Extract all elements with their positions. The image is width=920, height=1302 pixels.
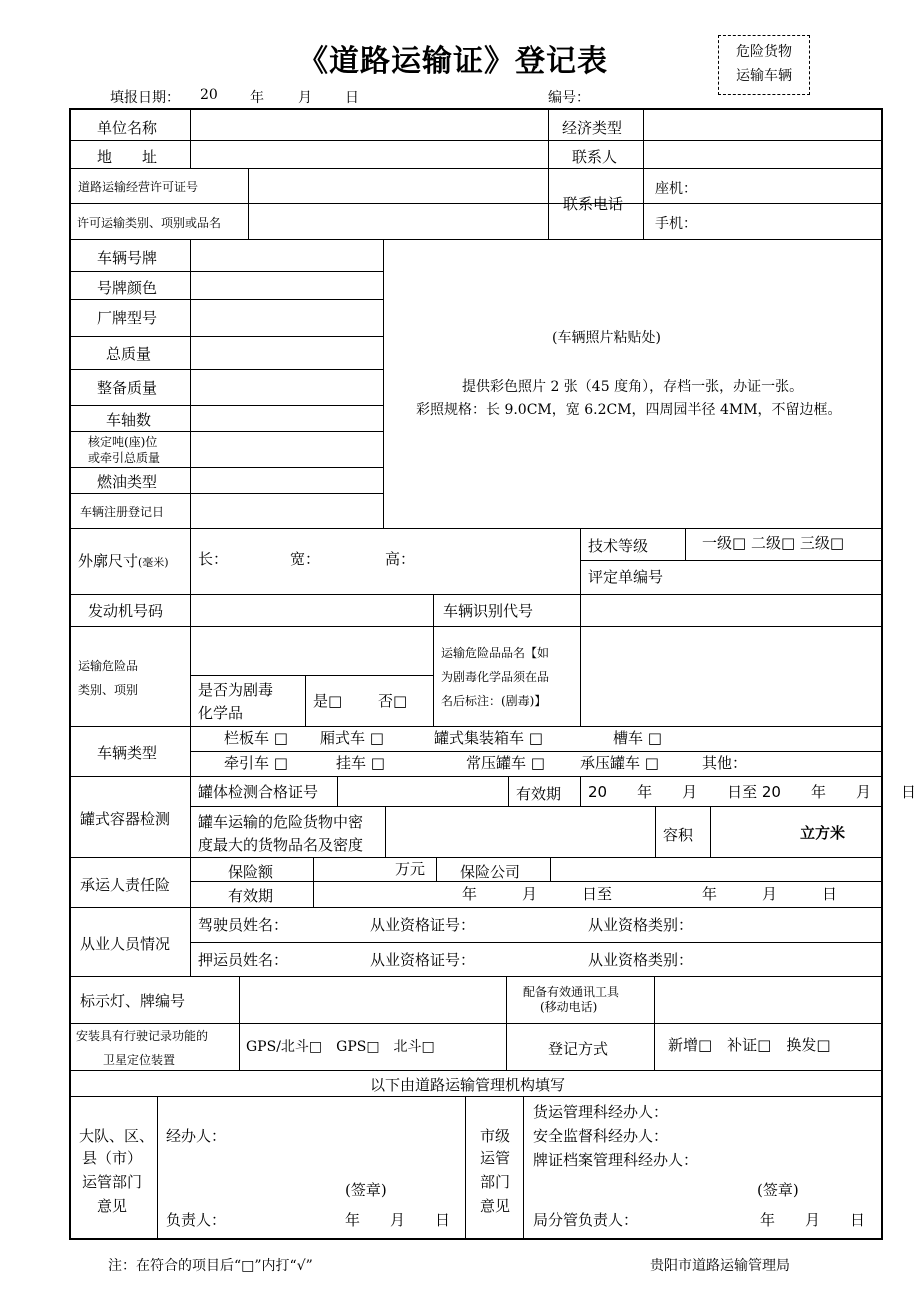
insurance-company-label: 保险公司 — [460, 863, 521, 881]
hazmat-vehicle-stamp — [718, 35, 810, 95]
gps-label-2: 卫星定位装置 — [103, 1053, 176, 1067]
reg-date-label: 车辆注册登记日 — [80, 505, 165, 519]
grid-line-v — [190, 626, 191, 726]
econ-type-label: 经济类型 — [562, 119, 623, 137]
dg-name-label-1: 运输危险品品名【如 — [441, 646, 550, 660]
eval-no-label: 评定单编号 — [588, 568, 664, 586]
grid-line-h — [190, 675, 433, 676]
grid-line-h — [69, 528, 383, 529]
grid-line-h — [69, 1070, 881, 1071]
grid-line-v — [550, 857, 551, 881]
toxic-yes-checkbox[interactable]: 是□ — [313, 692, 343, 710]
grid-line-v — [710, 806, 711, 857]
grid-line-v — [523, 1096, 524, 1238]
photo-line-1: 提供彩色照片 2 张（45 度角），存档一张，办证一张。 — [462, 379, 804, 395]
grid-line-h — [69, 467, 383, 468]
permit-no-label: 道路运输经营许可证号 — [78, 180, 199, 194]
grid-line-h — [69, 1096, 881, 1097]
county-label-3: 运管部门 — [82, 1173, 143, 1191]
grid-line-h — [69, 1023, 881, 1024]
grid-line-v — [190, 776, 191, 857]
county-date: 年 月 日 — [345, 1211, 451, 1229]
city-seal-label: (签章) — [757, 1181, 799, 1199]
grid-line-v — [685, 528, 686, 560]
grid-line-h — [69, 108, 883, 110]
footer-org: 贵阳市道路运输管理局 — [650, 1258, 790, 1274]
gps-options[interactable]: GPS/北斗□ GPS□ 北斗□ — [246, 1039, 435, 1055]
grid-line-v — [313, 857, 314, 907]
reg-method-options[interactable]: 新增□ 补证□ 换发□ — [668, 1036, 831, 1054]
grid-line-h — [69, 431, 383, 432]
grid-line-v — [580, 626, 581, 726]
unit-name-label: 单位名称 — [97, 119, 158, 137]
lamp-label: 标示灯、牌编号 — [80, 992, 186, 1010]
type-other[interactable]: 其他： — [702, 754, 748, 772]
month-label: 月 — [298, 90, 312, 106]
type-atm-tank[interactable]: 常压罐车 □ — [466, 754, 545, 772]
grid-line-v — [305, 675, 306, 726]
dg-name-label-2: 为剧毒化学品须在品 — [441, 670, 550, 684]
insurance-amount-label: 保险额 — [228, 863, 274, 881]
dims-label — [78, 550, 169, 571]
tank-cert-label: 罐体检测合格证号 — [198, 783, 319, 801]
photo-title: (车辆照片粘贴处) — [552, 330, 661, 346]
county-handler-label: 经办人： — [166, 1127, 227, 1145]
vin-label: 车辆识别代号 — [443, 602, 534, 620]
stamp-line2: 运输车辆 — [736, 68, 792, 84]
reg-method-label: 登记方式 — [548, 1040, 609, 1058]
grid-line-v — [436, 857, 437, 881]
grade-options[interactable]: 一级□ 二级□ 三级□ — [702, 534, 845, 552]
grid-line-v — [385, 806, 386, 857]
grid-line-v — [433, 626, 434, 726]
grid-line-v — [643, 108, 644, 239]
office-section-title: 以下由道路运输管理机构填写 — [370, 1076, 566, 1094]
photo-line-2: 彩照规格：长 9.0CM，宽 6.2CM，四周园半径 4MM，不留边框。 — [416, 402, 842, 418]
volume-unit: 立方米 — [800, 824, 846, 842]
type-tractor[interactable]: 牵引车 □ — [224, 754, 288, 772]
grid-line-h — [69, 976, 881, 977]
plate-label: 车辆号牌 — [97, 249, 158, 267]
dg-category-label-1: 运输危险品 — [78, 659, 139, 673]
year-label: 年 — [250, 90, 264, 106]
city-label-4: 意见 — [480, 1197, 511, 1215]
comm-label-2: (移动电话) — [540, 1000, 598, 1014]
grid-line-h — [69, 1238, 883, 1240]
grid-line-h — [69, 369, 383, 370]
type-trailer[interactable]: 挂车 □ — [336, 754, 385, 772]
toxic-label-2: 化学品 — [198, 704, 244, 722]
escort-name-label: 押运员姓名： — [198, 951, 289, 969]
footer-note: 注：在符合的项目后“□”内打“√” — [108, 1258, 313, 1274]
grid-line-h — [190, 806, 881, 807]
grid-line-h — [580, 560, 881, 561]
safety-handler-label: 安全监督科经办人： — [533, 1127, 669, 1145]
grid-line-v — [190, 594, 191, 626]
grid-line-v — [881, 108, 883, 1240]
grid-line-v — [465, 1096, 466, 1238]
type-flatbed[interactable]: 栏板车 □ — [224, 729, 288, 747]
cargo-handler-label: 货运管理科经办人： — [533, 1103, 669, 1121]
type-tanker[interactable]: 槽车 □ — [613, 729, 662, 747]
county-label-4: 意见 — [97, 1197, 128, 1215]
grid-line-v — [508, 776, 509, 806]
grid-line-v — [190, 239, 191, 528]
serial-label: 编号： — [548, 90, 590, 106]
driver-cert-no-label: 从业资格证号： — [370, 916, 476, 934]
tank-validity-value: 20 年 月 日至 20 年 月 日 — [588, 783, 916, 801]
grid-line-h — [69, 405, 383, 406]
brand-model-label: 厂牌型号 — [97, 309, 158, 327]
grid-line-v — [580, 594, 581, 626]
grid-line-h — [69, 271, 383, 272]
length-label: 长： — [198, 550, 229, 568]
mobile-label: 手机： — [655, 216, 697, 232]
grid-line-v — [190, 108, 191, 168]
grid-line-v — [655, 806, 656, 857]
county-seal-label: (签章) — [345, 1181, 387, 1199]
archive-handler-label: 牌证档案管理科经办人： — [533, 1151, 699, 1169]
engine-no-label: 发动机号码 — [88, 602, 164, 620]
grid-line-h — [69, 299, 383, 300]
grid-line-v — [337, 776, 338, 806]
dims-label-text: 外廓尺寸 — [78, 552, 139, 570]
fuel-label: 燃油类型 — [97, 473, 158, 491]
grid-line-v — [548, 108, 549, 239]
grid-line-h — [190, 942, 881, 943]
grid-line-h — [643, 203, 881, 204]
day-label: 日 — [345, 90, 359, 106]
density-label-2: 度最大的货物品名及密度 — [198, 836, 364, 854]
volume-label: 容积 — [663, 826, 694, 844]
vehicle-type-label: 车辆类型 — [97, 744, 158, 762]
city-label-2: 运管 — [480, 1149, 511, 1167]
dims-unit: (毫米) — [138, 556, 169, 569]
density-label-1: 罐车运输的危险货物中密 — [198, 813, 364, 831]
staff-label: 从业人员情况 — [80, 935, 171, 953]
insurance-label: 承运人责任险 — [80, 876, 171, 894]
comm-label-1: 配备有效通讯工具 — [523, 985, 620, 999]
rated-label-1: 核定吨(座)位 — [88, 435, 158, 449]
grid-line-v — [190, 528, 191, 594]
dg-category-label-2: 类别、项别 — [78, 683, 139, 697]
height-label: 高： — [385, 550, 416, 568]
contact-label: 联系人 — [572, 148, 618, 166]
address-label: 地 址 — [97, 148, 158, 166]
page-title: 《道路运输证》登记表 — [298, 44, 608, 79]
grid-line-v — [580, 528, 581, 594]
driver-name-label: 驾驶员姓名： — [198, 916, 289, 934]
grid-line-v — [190, 857, 191, 907]
type-van[interactable]: 厢式车 □ — [320, 729, 384, 747]
year-prefix: 20 — [200, 87, 218, 103]
tank-validity-label: 有效期 — [516, 785, 562, 803]
branch-leader-label: 局分管负责人： — [533, 1211, 639, 1229]
city-label-3: 部门 — [480, 1173, 511, 1191]
stamp-line1: 危险货物 — [736, 44, 792, 60]
grid-line-h — [190, 881, 881, 882]
county-leader-label: 负责人： — [166, 1211, 227, 1229]
type-pressure-tank[interactable]: 承压罐车 □ — [580, 754, 659, 772]
escort-cert-type-label: 从业资格类别： — [588, 951, 694, 969]
grid-line-v — [157, 1096, 158, 1238]
phone-label: 联系电话 — [563, 195, 624, 213]
county-label-1: 大队、区、 — [79, 1127, 155, 1145]
grid-line-v — [248, 168, 249, 239]
permit-scope-label: 许可运输类别、项别或品名 — [77, 216, 222, 230]
insurance-validity-value: 年 月 日至 年 月 日 — [462, 885, 838, 903]
type-tank-container[interactable]: 罐式集装箱车 □ — [434, 729, 543, 747]
fill-date-label: 填报日期： — [110, 90, 180, 106]
grid-line-v — [433, 594, 434, 626]
toxic-label-1: 是否为剧毒 — [198, 681, 274, 699]
grid-line-h — [69, 168, 881, 169]
width-label: 宽： — [290, 550, 321, 568]
city-label-1: 市级 — [480, 1127, 511, 1145]
plate-color-label: 号牌颜色 — [97, 279, 158, 297]
grid-line-v — [383, 239, 384, 528]
grid-line-h — [69, 336, 383, 337]
landline-label: 座机： — [655, 181, 697, 197]
axles-label: 车轴数 — [106, 411, 152, 429]
dg-name-label-3: 名后标注：(剧毒)】 — [441, 694, 547, 708]
grid-line-h — [383, 528, 881, 529]
tech-grade-label: 技术等级 — [588, 537, 649, 555]
grid-line-h — [69, 493, 383, 494]
toxic-no-checkbox[interactable]: 否□ — [378, 692, 408, 710]
driver-cert-type-label: 从业资格类别： — [588, 916, 694, 934]
grid-line-v — [580, 776, 581, 806]
total-mass-label: 总质量 — [106, 345, 152, 363]
county-label-2: 县（市） — [82, 1149, 143, 1167]
gps-label-1: 安装具有行驶记录功能的 — [76, 1029, 209, 1043]
escort-cert-no-label: 从业资格证号： — [370, 951, 476, 969]
curb-mass-label: 整备质量 — [97, 379, 158, 397]
city-date: 年 月 日 — [760, 1211, 866, 1229]
rated-label-2: 或牵引总质量 — [88, 451, 161, 465]
insurance-validity-label: 有效期 — [228, 887, 274, 905]
insurance-amount-unit: 万元 — [395, 860, 426, 878]
tank-label: 罐式容器检测 — [80, 810, 171, 828]
